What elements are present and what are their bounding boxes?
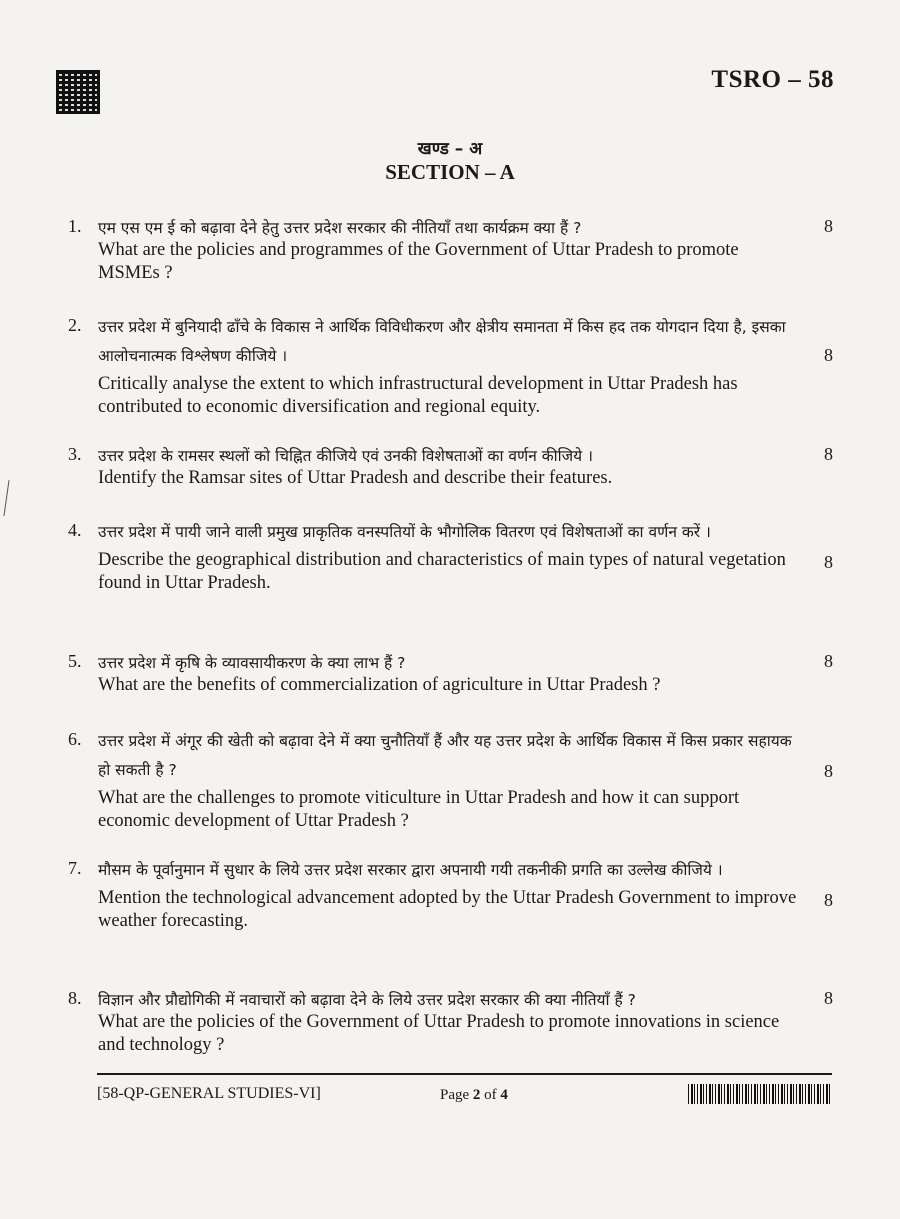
paper-label: [58-QP-GENERAL STUDIES-VI] — [97, 1085, 321, 1102]
question-text-hindi: उत्तर प्रदेश में पायी जाने वाली प्रमुख प्राकृतिक वनस्पतियों के भौगोलिक वितरण एवं विशेषताओं का वर्णन करें । — [98, 523, 711, 541]
page-middle: of — [480, 1087, 501, 1103]
question-text-english: What are the benefits of commercialization of agriculture in Uttar Pradesh ? — [98, 675, 661, 695]
page-total: 4 — [500, 1087, 508, 1103]
question-marks: 8 — [824, 988, 833, 1008]
question-text-english: Describe the geographical distribution and characteristics of main types of natural vegetation found in Uttar Pradesh. — [98, 550, 786, 593]
question-number: 4. — [68, 520, 82, 540]
question-marks: 8 — [824, 651, 833, 671]
question-marks: 8 — [824, 444, 833, 464]
question-text-english: What are the challenges to promote viticulture in Uttar Pradesh and how it can support economic development of Uttar Pradesh ? — [98, 788, 740, 831]
question-text-english: Identify the Ramsar sites of Uttar Pradesh and describe their features. — [98, 468, 613, 488]
question-marks: 8 — [824, 216, 833, 236]
question-number: 8. — [68, 988, 82, 1008]
question-marks: 8 — [824, 761, 833, 781]
question-text-hindi: विज्ञान और प्रौद्योगिकी में नवाचारों को बढ़ावा देने के लिये उत्तर प्रदेश सरकार की क्या नीतियाँ हैं ? — [98, 991, 636, 1009]
question-text-english: Critically analyse the extent to which infrastructural development in Uttar Pradesh has contributed to economic diversification and regional equity. — [98, 374, 738, 417]
paper-code: TSRO – 58 — [711, 66, 834, 93]
page-current: 2 — [472, 1087, 481, 1103]
section-title-english: SECTION – A — [385, 160, 515, 184]
question-number: 5. — [68, 651, 82, 671]
question-text-hindi: मौसम के पूर्वानुमान में सुधार के लिये उत्तर प्रदेश सरकार द्वारा अपनायी गयी तकनीकी प्रगति का उल्लेख कीजिये । — [98, 861, 723, 879]
question-text-hindi: उत्तर प्रदेश में कृषि के व्यावसायीकरण के क्या लाभ हैं ? — [98, 654, 406, 672]
question-number: 2. — [68, 315, 82, 335]
question-text-hindi: उत्तर प्रदेश में अंगूर की खेती को बढ़ावा देने में क्या चुनौतियाँ हैं और यह उत्तर प्रदेश के आर्थिक विकास में किस प्रकार सहायक हो सकती है ? — [98, 732, 792, 779]
page-prefix: Page — [440, 1087, 473, 1103]
question-marks: 8 — [824, 552, 833, 572]
margin-pen-mark — [3, 480, 9, 516]
barcode — [688, 1084, 832, 1104]
question-text-english: Mention the technological advancement adopted by the Uttar Pradesh Government to improve weather forecasting. — [98, 888, 797, 931]
question-number: 6. — [68, 729, 82, 749]
question-marks: 8 — [824, 345, 833, 365]
question-text-hindi: उत्तर प्रदेश में बुनियादी ढाँचे के विकास ने आर्थिक विविधीकरण और क्षेत्रीय समानता में किस हद तक योगदान दिया है, इसका आलोचनात्मक विश्लेषण कीजिये । — [98, 318, 786, 365]
qr-code — [56, 70, 100, 114]
question-text-hindi: एम एस एम ई को बढ़ावा देने हेतु उत्तर प्रदेश सरकार की नीतियाँ तथा कार्यक्रम क्या हैं ? — [98, 219, 582, 237]
footer-rule — [97, 1073, 832, 1075]
question-text-english: What are the policies of the Government of Uttar Pradesh to promote innovations in science and technology ? — [98, 1012, 780, 1055]
page-indicator — [440, 1087, 508, 1104]
question-number: 1. — [68, 216, 82, 236]
question-number: 3. — [68, 444, 82, 464]
question-text-english: What are the policies and programmes of the Government of Uttar Pradesh to promote MSMEs ? — [98, 240, 739, 283]
question-number: 7. — [68, 858, 82, 878]
section-title-hindi: खण्ड – अ — [417, 139, 483, 159]
question-marks: 8 — [824, 890, 833, 910]
question-text-hindi: उत्तर प्रदेश के रामसर स्थलों को चिह्नित कीजिये एवं उनकी विशेषताओं का वर्णन कीजिये । — [98, 447, 593, 465]
